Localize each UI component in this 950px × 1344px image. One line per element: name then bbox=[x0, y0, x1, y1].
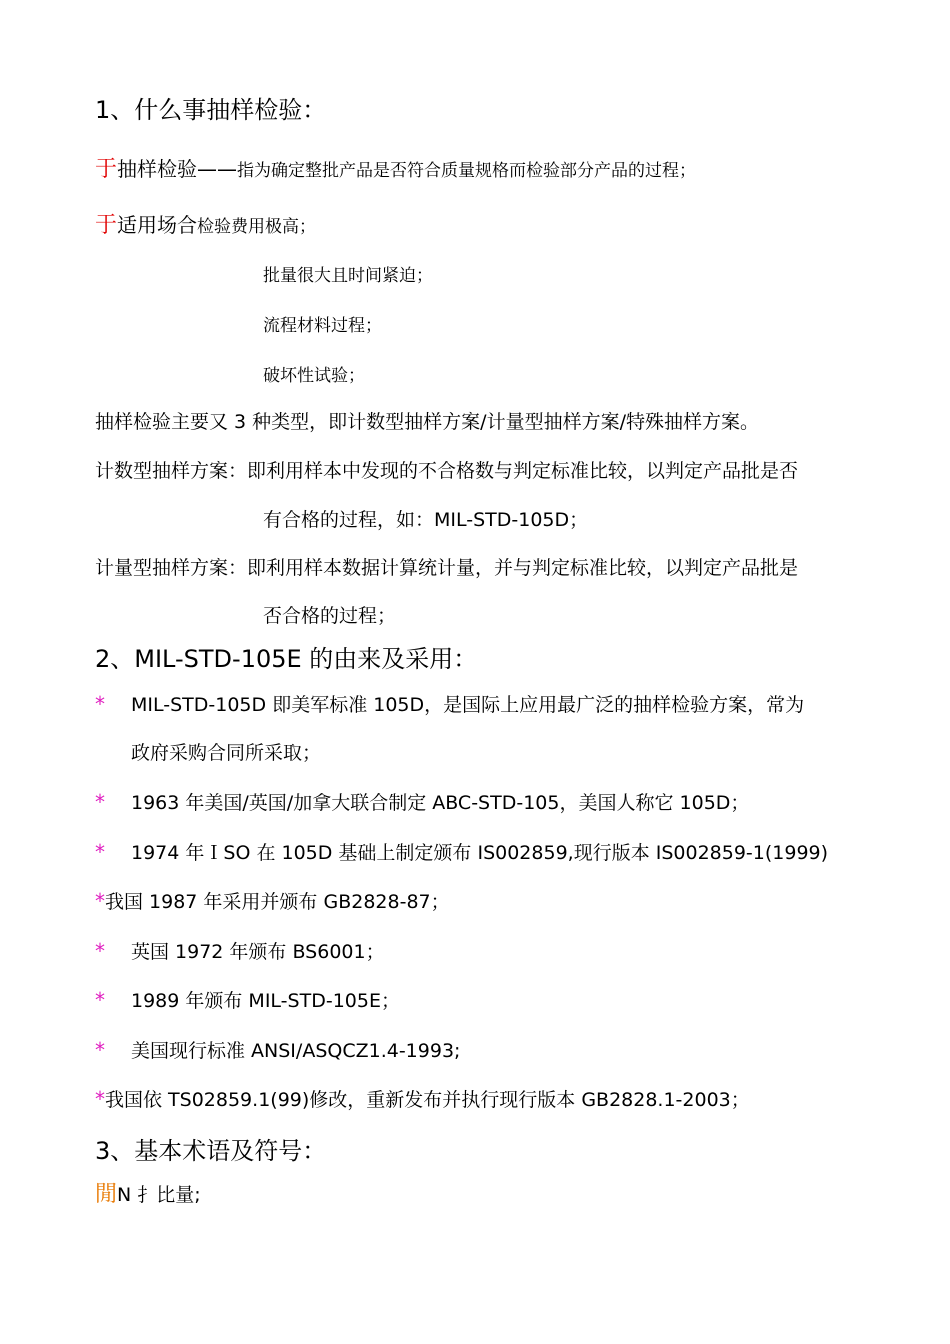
asterisk-icon: * bbox=[95, 1087, 105, 1111]
list-item bbox=[95, 887, 450, 916]
list-item bbox=[95, 690, 804, 719]
list-item-text: 1989 年颁布 MIL-STD-105E； bbox=[131, 990, 400, 1012]
list-item-text: MIL-STD-105D 即美军标准 105D，是国际上应用最广泛的抽样检验方案，常为 bbox=[131, 694, 805, 716]
section-1-heading: 1、什么事抽样检验： bbox=[95, 96, 327, 124]
list-item-text: 英国 1972 年颁布 BS6001； bbox=[131, 941, 385, 963]
definition-term: 抽样检验—— bbox=[117, 157, 238, 181]
asterisk-icon: * bbox=[95, 790, 105, 814]
list-item bbox=[95, 838, 828, 867]
count-plan-line-continued: 有合格的过程，如：MIL-STD-105D； bbox=[263, 509, 589, 531]
asterisk-icon: * bbox=[95, 988, 105, 1012]
term-line bbox=[95, 1181, 201, 1209]
list-item-text: 我国 1987 年采用并颁布 GB2828-87； bbox=[105, 891, 450, 913]
section-3-heading: 3、基本术语及符号： bbox=[95, 1137, 327, 1165]
red-marker-icon: 于 bbox=[95, 213, 118, 238]
asterisk-icon: * bbox=[95, 840, 105, 864]
orange-marker-icon: 閒 bbox=[95, 1182, 118, 1207]
list-item bbox=[95, 937, 385, 966]
count-plan-line: 计数型抽样方案：即利用样本中发现的不合格数与判定标准比较，以判定产品批是否 bbox=[95, 460, 799, 482]
use-cases-line bbox=[95, 211, 316, 241]
measure-plan-line: 计量型抽样方案：即利用样本数据计算统计量，并与判定标准比较，以判定产品批是 bbox=[95, 557, 799, 579]
types-line: 抽样检验主要又 3 种类型，即计数型抽样方案/计量型抽样方案/特殊抽样方案。 bbox=[95, 411, 759, 433]
use-case-item: 流程材料过程； bbox=[263, 316, 382, 336]
red-marker-icon: 于 bbox=[95, 157, 118, 182]
asterisk-icon: * bbox=[95, 1038, 105, 1062]
use-case-item: 批量很大且时间紧迫； bbox=[263, 266, 433, 286]
list-item bbox=[95, 788, 749, 817]
list-item-text: 我国依 TS02859.1(99)修改，重新发布并执行现行版本 GB2828.1-2003； bbox=[105, 1089, 750, 1111]
list-item bbox=[95, 1085, 750, 1114]
use-case-item: 破坏性试验； bbox=[263, 366, 365, 386]
measure-plan-line-continued: 否合格的过程； bbox=[263, 605, 397, 627]
list-item bbox=[95, 1036, 460, 1065]
term-text: N 扌比量; bbox=[117, 1184, 201, 1206]
list-item-text: 美国现行标准 ANSI/ASQCZ1.4-1993; bbox=[131, 1040, 461, 1062]
list-item bbox=[95, 986, 400, 1015]
asterisk-icon: * bbox=[95, 939, 105, 963]
asterisk-icon: * bbox=[95, 889, 105, 913]
section-2-heading: 2、MIL-STD-105E 的由来及采用： bbox=[95, 645, 478, 673]
list-item-continued: 政府采购合同所采取； bbox=[131, 742, 322, 764]
use-case-item: 检验费用极高； bbox=[197, 217, 317, 237]
definition-text: 指为确定整批产品是否符合质量规格而检验部分产品的过程； bbox=[237, 161, 697, 181]
use-cases-term: 适用场合 bbox=[117, 213, 198, 237]
definition-line bbox=[95, 155, 696, 185]
asterisk-icon: * bbox=[95, 692, 105, 716]
list-item-text: 1974 年ＩSO 在 105D 基础上制定颁布 IS002859,现行版本 IS002859-1(1999) bbox=[131, 842, 829, 864]
list-item-text: 1963 年美国/英国/加拿大联合制定 ABC-STD-105，美国人称它 105D； bbox=[131, 792, 750, 814]
